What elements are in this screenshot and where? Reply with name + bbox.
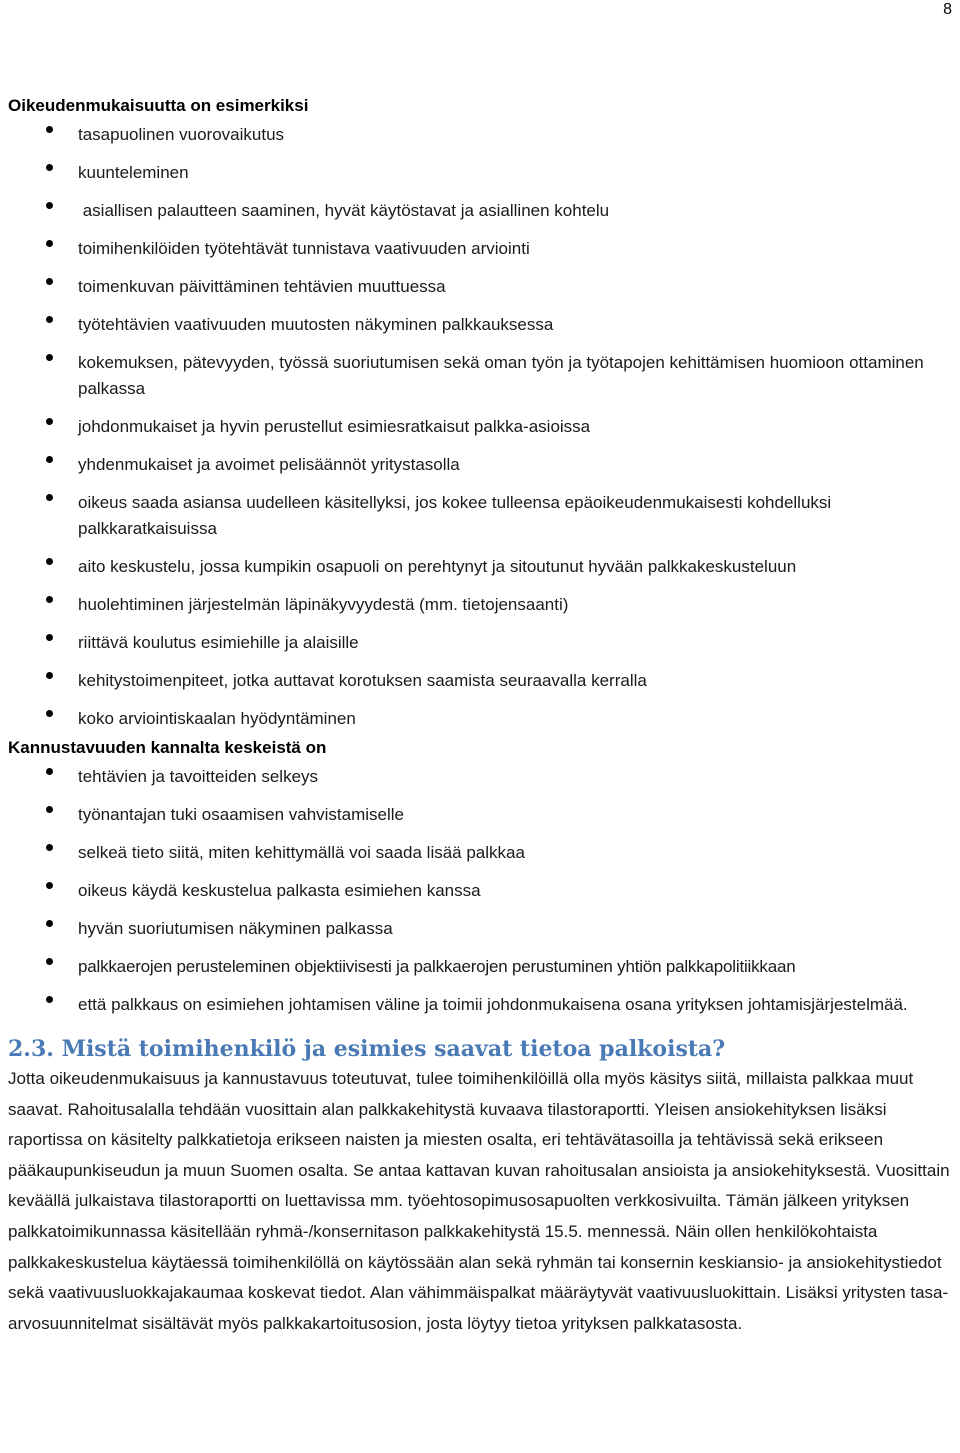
list-item: hyvän suoriutumisen näkyminen palkassa (8, 910, 958, 948)
bullet-icon (46, 596, 53, 603)
bullet-icon (46, 768, 53, 775)
bullet-icon (46, 354, 53, 361)
list-item: työtehtävien vaativuuden muutosten näkyminen palkkauksessa (8, 306, 958, 344)
list-item: tehtävien ja tavoitteiden selkeys (8, 758, 958, 796)
list-item: oikeus saada asiansa uudelleen käsitellyksi, jos kokee tulleensa epäoikeudenmukaisesti kohdelluksi palkkaratkaisuissa (8, 484, 958, 548)
list-item: toimihenkilöiden työtehtävät tunnistava vaativuuden arviointi (8, 230, 958, 268)
bullet-icon (46, 278, 53, 285)
list-item: kuunteleminen (8, 154, 958, 192)
bullet-icon (46, 456, 53, 463)
document-body (8, 96, 958, 1339)
bullet-icon (46, 882, 53, 889)
bullet-icon (46, 844, 53, 851)
section-title: 2.3. Mistä toimihenkilö ja esimies saavat tietoa palkoista? (8, 1036, 726, 1062)
body-paragraph: Jotta oikeudenmukaisuus ja kannustavuus toteutuvat, tulee toimihenkilöillä olla myös käsitys siitä, millaista palkkaa muut saavat. Rahoitusalalla tehdään vuosittain alan palkkakehitystä kuvaava tilastoraportti. Yleisen ansiokehityksen lisäksi raportissa on käsitelty palkkatietoja erikseen naisten ja miesten osalta, eri tehtävätasoilla ja tehtävissä sekä erikseen pääkaupunkiseudun ja muun Suomen osalta. Se antaa kattavan kuvan rahoitusalan ansioista ja ansiokehityksestä. Vuosittain keväällä julkaistava tilastoraportti on luettavissa mm. työehtosopimusosapuolten verkkosivuilta. Tämän jälkeen yrityksen palkkatoimikunnassa käsitellään ryhmä-/konsernitason palkkakehitystä 15.5. mennessä. Näin ollen henkilökohtaista palkkakeskustelua käytäessä toimihenkilöllä on käytössään alan sekä ryhmän tai konsernin keskiansio- ja ansiokehitystiedot sekä vaativuusluokkajakaumaa koskevat tiedot. Alan vähimmäispalkat määräytyvät vaativuusluokittain. Lisäksi yritysten tasa-arvosuunnitelmat sisältävät myös palkkakartoitusosion, josta löytyy tietoa yrityksen palkkatasosta. (8, 1069, 950, 1333)
list-item: työnantajan tuki osaamisen vahvistamiselle (8, 796, 958, 834)
section-heading-fairness: Oikeudenmukaisuutta on esimerkiksi (8, 96, 309, 115)
list-item: aito keskustelu, jossa kumpikin osapuoli on perehtynyt ja sitoutunut hyvään palkkakeskusteluun (8, 548, 958, 586)
bullet-icon (46, 672, 53, 679)
fairness-list (8, 116, 958, 738)
incentive-list (8, 758, 958, 1024)
bullet-icon (46, 806, 53, 813)
bullet-icon (46, 996, 53, 1003)
list-item: oikeus käydä keskustelua palkasta esimiehen kanssa (8, 872, 958, 910)
list-item: johdonmukaiset ja hyvin perustellut esimiesratkaisut palkka-asioissa (8, 408, 958, 446)
list-item: yhdenmukaiset ja avoimet pelisäännöt yritystasolla (8, 446, 958, 484)
list-item: kehitystoimenpiteet, jotka auttavat korotuksen saamista seuraavalla kerralla (8, 662, 958, 700)
bullet-icon (46, 240, 53, 247)
bullet-icon (46, 126, 53, 133)
list-item: riittävä koulutus esimiehille ja alaisille (8, 624, 958, 662)
list-item: tasapuolinen vuorovaikutus (8, 116, 958, 154)
bullet-icon (46, 558, 53, 565)
bullet-icon (46, 494, 53, 501)
list-item: että palkkaus on esimiehen johtamisen väline ja toimii johdonmukaisena osana yrityksen johtamisjärjestelmää. (8, 986, 958, 1024)
bullet-icon (46, 202, 53, 209)
bullet-icon (46, 958, 53, 965)
bullet-icon (46, 418, 53, 425)
page-number: 8 (943, 1, 952, 18)
list-item: koko arviointiskaalan hyödyntäminen (8, 700, 958, 738)
list-item: palkkaerojen perusteleminen objektiivisesti ja palkkaerojen perustuminen yhtiön palkkapolitiikkaan (8, 948, 958, 986)
bullet-icon (46, 710, 53, 717)
bullet-icon (46, 316, 53, 323)
list-item: huolehtiminen järjestelmän läpinäkyvyydestä (mm. tietojensaanti) (8, 586, 958, 624)
list-item: selkeä tieto siitä, miten kehittymällä voi saada lisää palkkaa (8, 834, 958, 872)
bullet-icon (46, 634, 53, 641)
bullet-icon (46, 164, 53, 171)
list-item: asiallisen palautteen saaminen, hyvät käytöstavat ja asiallinen kohtelu (8, 192, 958, 230)
list-item: kokemuksen, pätevyyden, työssä suoriutumisen sekä oman työn ja työtapojen kehittämisen huomioon ottaminen palkassa (8, 344, 958, 408)
bullet-icon (46, 920, 53, 927)
section-heading-incentive: Kannustavuuden kannalta keskeistä on (8, 738, 327, 757)
list-item: toimenkuvan päivittäminen tehtävien muuttuessa (8, 268, 958, 306)
